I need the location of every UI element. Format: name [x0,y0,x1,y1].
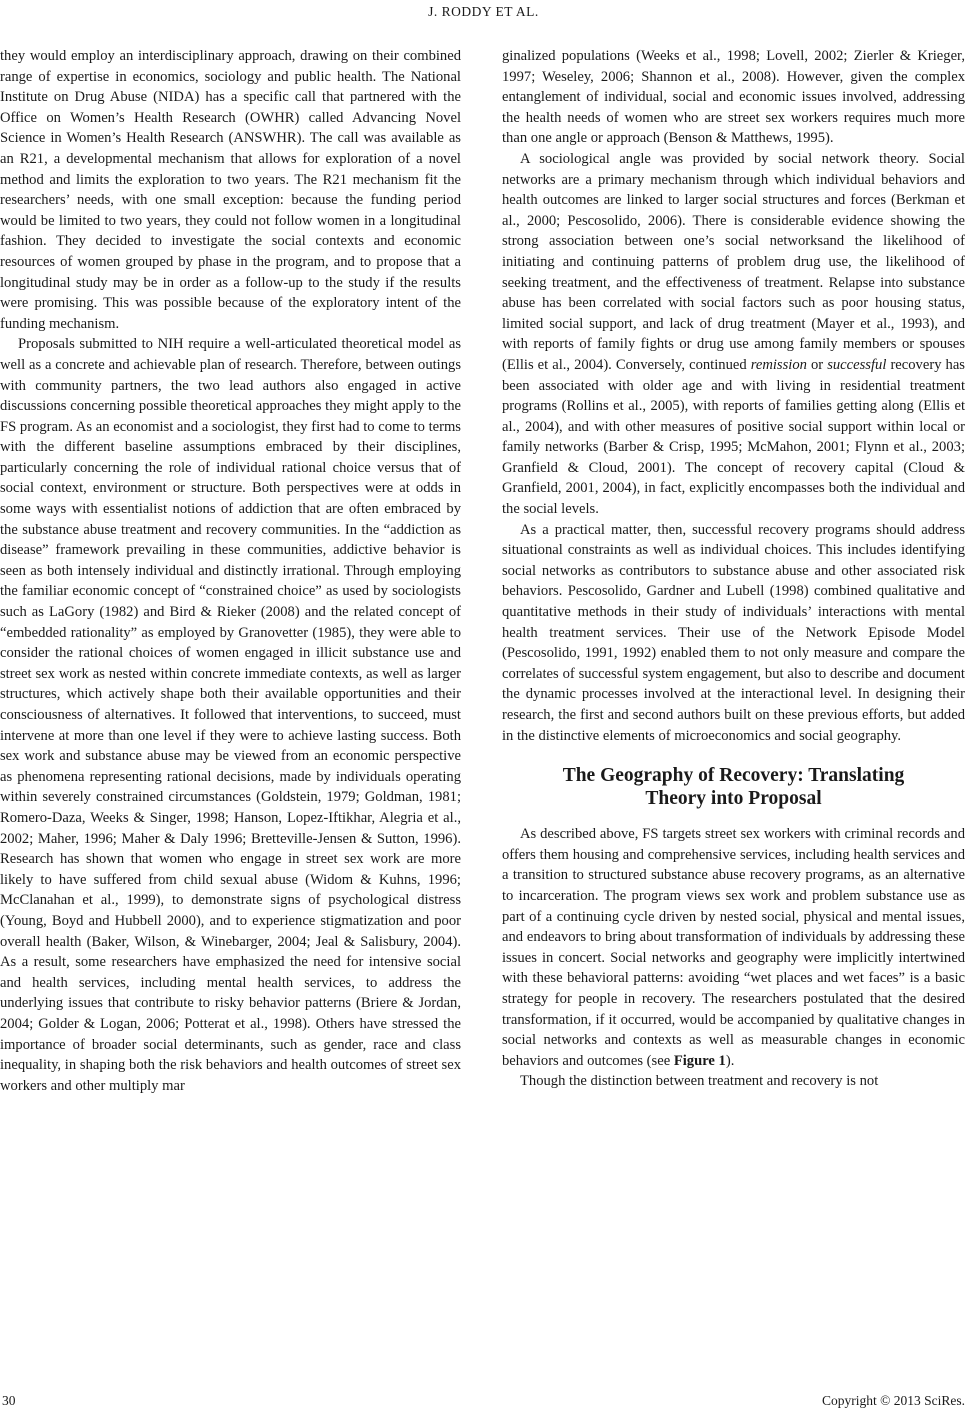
paragraph-marginalized-populations: ginalized populations (Weeks et al., 1998; Lovell, 2002; Zierler & Krieger, 1997; Weseley, 2006; Shannon et al., 2008). However, given the complex entanglement of individual, social and economic issues involved, addressing the health needs of women who are street sex workers requires much more than one angle or approach (Benson & Matthews, 1995). [502,48,965,147]
paragraph-funding-mechanism: they would employ an interdisciplinary approach, drawing on their combined range of expertise in economics, sociology and public health. The National Institute on Drug Abuse (NIDA) has a specific call that partnered with the Office on Women’s Health Research (OWHR) called Advancing Novel Science in Women’s Health Research (ANSWHR). The call was available as an R21, a developmental mechanism that allows for exploration of a novel method and limits the exploration to two years. The R21 mechanism fit the researchers’ needs, with one small exception: because the funding period would be limited to two years, they could not follow women in a longitudinal fashion. They decided to investigate the social contexts and economic resources of women grouped by phase in the program, and to propose that a longitudinal study may be in order as a follow-up to the study if the results were promising. This was possible because of the exploratory intent of the funding mechanism. [0,48,461,332]
paragraph-practical-matter: As a practical matter, then, successful recovery programs should address situational constraints as well as individual choices. This includes identifying social networks as contributors to substance abuse and other associated risk behaviors. Pescosolido, Gardner and Lubell (1998) combined qualitative and quantitative methods in their study of individuals’ interactions with mental health treatment services. Their use of the Network Episode Model (Pescosolido, 1991, 1992) enabled them to not only measure and compare the correlates of successful system engagement, but also to describe and document the dynamic processes involved at the interactional level. In designing their research, the first and second authors built on these previous efforts, but added in the distinctive elements of microeconomics and social geography. [502,521,965,744]
paragraph-text: ). [725,1052,735,1069]
section-heading-line-2: Theory into Proposal [645,788,822,810]
paragraph-text: A sociological angle was provided by social network theory. Social networks are a primary mechanism through which individual behaviors and health outcomes are linked to larger social structures and forces (Berkman et al., 2000; Pescosolido, 2006). There is considerable evidence showing the strong association between one’s social networksand the likelihood of initiating and continuing patterns of problem drug use, the likelihood of seeking treatment, and the effectiveness of treatment. Relapse into substance abuse has been correlated with social factors such as poor housing status, limited social support, and lack of drug treatment (Mayer et al., 1993), and with reports of family fights or drug use among family members or spouses (Ellis et al., 2004). Conversely, continued [502,150,965,373]
paragraph-text: As described above, FS targets street sex workers with criminal records and offers them housing and comprehensive services, including health services and a transition to structured substance abuse recovery programs, as an alternative to incarceration. The program views sex work and problem substance use as part of a continuing cycle driven by nested social, physical and mental issues, and endeavors to bring about transformation of individuals by addressing these issues in concert. Social networks and geography were implicitly intertwined with these behavioral patterns: avoiding “wet places and wet faces” is a basic strategy for people in recovery. The researchers postulated that the desired transformation, if it occurred, would be accompanied by qualitative changes in social networks and contexts as well as measurable changes in economic behaviors and outcomes (see [502,826,965,1069]
section-heading-line-1: The Geography of Recovery: Translating [562,765,905,787]
paragraph-fs-program [502,824,965,1071]
page-number: 30 [2,1393,16,1408]
figure-reference-link[interactable]: Figure 1 [673,1052,726,1069]
paragraph-text: recovery has been associated with older age and with living in residential treatment programs (Rollins et al., 2005), with reports of families getting along (Ellis et al., 2004), and with other measures of positive social support within local or family networks (Barber & Crisp, 1995; McMahon, 2001; Flynn et al., 2003; Granfield & Cloud, 2001). The concept of recovery capital (Cloud & Granfield, 2001, 2004), in fact, explicitly encompasses both the individual and the social levels. [502,356,965,518]
paragraph-social-network-theory [502,149,965,520]
emphasis-remission: remission [750,356,807,373]
right-column [502,46,965,1092]
emphasis-successful: successful [827,356,887,373]
paragraph-theoretical-model: Proposals submitted to NIH require a well-articulated theoretical model as well as a concrete and achievable plan of research. Therefore, between outings with community partners, the two lead authors also engaged in active discussions concerning possible theoretical approaches they might apply to the FS program. As an economist and a sociologist, they first had to come to terms with the different baseline assumptions embraced by their disciplines, particularly concerning the role of individual rational choice versus that of social context, environment or structure. Both perspectives were at odds in some ways with essentialist notions of addiction that are often embraced by the substance abuse treatment and recovery communities. In the “addiction as disease” framework prevailing in these communities, addictive behavior is seen as both intensely individual and distinctly irrational. Through employing the familiar economic concept of “constrained choice” as used by sociologists such as LaGory (1982) and Bird & Rieker (2008) and the related concept of “embedded rationality” as employed by Granovetter (1985), they were able to consider the rational choices of women engaged in illicit substance use and street sex work as nested within concrete immediate contexts, as well as larger structures, which actively shape both their available opportunities and their consciousness of alternatives. It followed that interventions, to succeed, must intervene at more than one level if they were to achieve lasting success. Both sex work and substance abuse may be viewed from an economic perspective as phenomena representing rational decisions, made by individuals operating within severely constrained circumstances (Goldstein, 1979; Goldman, 1981; Romero-Daza, Weeks & Singer, 1998; Hanson, Lopez-Iftikhar, Alegria et al., 2002; Maher, 1996; Maher & Daly 1996; Bretteville-Jensen & Sutton, 1996). Research has shown that women who engage in street sex work are more likely to have suffered from child sexual abuse (Widom & Kuhns, 1996; McClanahan et al., 1999), to demonstrate signs of psychological distress (Young, Boyd and Hubbell 2000), and to experience stigmatization and poor overall health (Baker, Wilson, & Winebarger, 2004; Jeal & Salisbury, 2004). As a result, some researchers have emphasized the need for intensive social and health services, including mental health services, to address the underlying issues that contribute to risky behavior patterns (Briere & Jordan, 2004; Golder & Logan, 2006; Potterat et al., 1998). Others have stressed the importance of broader social determinants, such as gender, race and class inequality, in shaping both the risk behaviors and health outcomes of street sex workers and other multiply mar [0,336,461,1094]
left-column [0,46,461,1096]
section-heading [502,764,965,810]
copyright-notice: Copyright © 2013 SciRes. [821,1393,965,1408]
running-head: J. RODDY ET AL. [428,4,539,19]
paragraph-treatment-vs-recovery: Though the distinction between treatment and recovery is not [520,1073,879,1090]
paragraph-text: or [806,356,828,373]
